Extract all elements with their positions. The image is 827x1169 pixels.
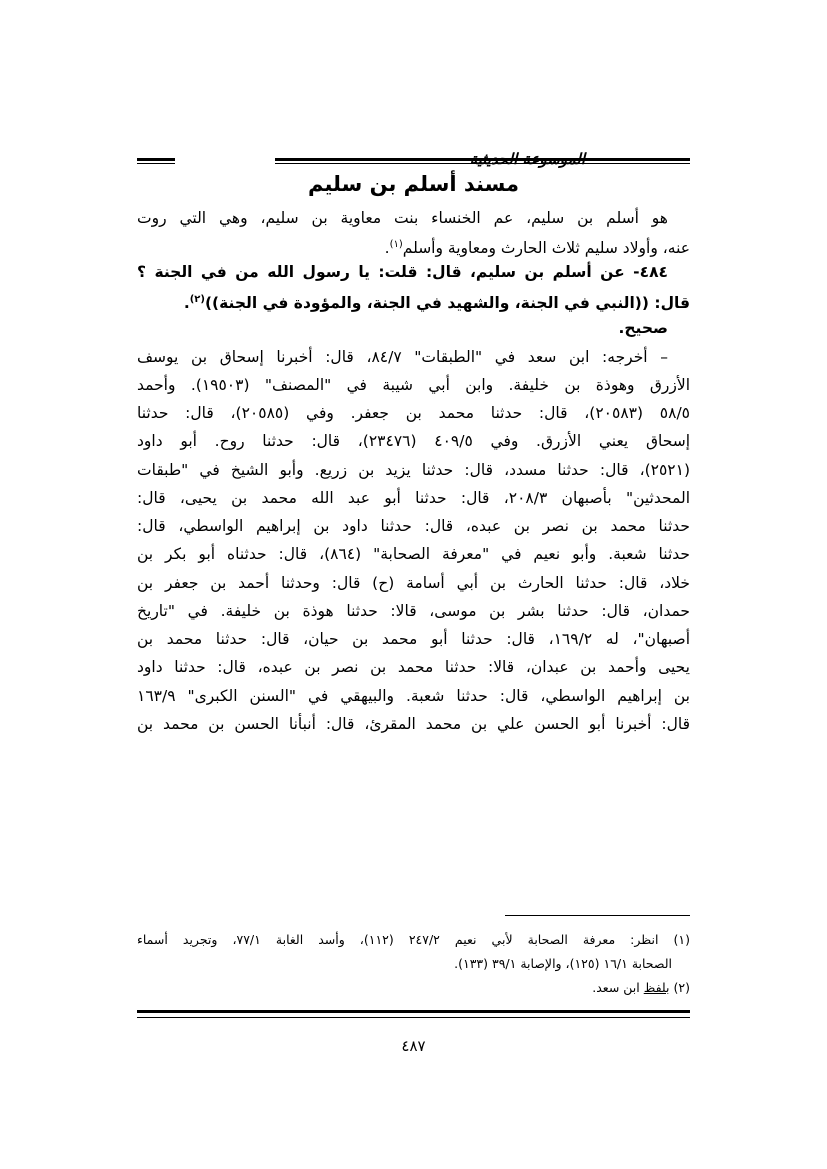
section-title: مسند أسلم بن سليم	[308, 172, 519, 196]
footer-rule-thin	[137, 1017, 690, 1018]
intro-line	[137, 235, 690, 258]
takhrij-line: خلاد، قال: حدثنا الحارث بن أبي أسامة (ح) قال: وحدثنا أحمد بن جعفر بن	[137, 574, 690, 592]
hadith-text: قال: ((النبي في الجنة، والشهيد في الجنة، والمؤودة في الجنة))	[204, 294, 690, 313]
takhrij-line: يحيى وأحمد بن عبدان، قالا: حدثنا محمد بن نصر بن عبده، قال: حدثنا داود	[137, 658, 690, 676]
intro-text: عنه، وأولاد سليم ثلاث الحارث ومعاوية وأسلم	[402, 239, 690, 258]
intro-line: هو أسلم بن سليم، عم الخنساء بنت معاوية بن سليم، وهي التي روت	[137, 209, 668, 227]
footnote-marker: (٢)	[669, 980, 690, 995]
hadith-line: ٤٨٤- عن أسلم بن سليم، قال: قلت: يا رسول الله من في الجنة ؟	[137, 263, 668, 281]
footnote-underlined: بلفظ	[643, 980, 670, 995]
takhrij-line: (٢٥٢١)، قال: حدثنا مسدد، قال: حدثنا يزيد بن زريع. وأبو الشيخ في "طبقات	[137, 461, 690, 479]
takhrij-line: حمدان، قال: حدثنا بشر بن موسى، قالا: حدثنا هوذة بن خليفة. في "تاريخ	[137, 602, 690, 620]
footnote-1-continued: الصحابة ١٦/١ (١٢٥)، والإصابة ٣٩/١ (١٣٣).	[454, 956, 672, 971]
footnote-text: ابن سعد.	[592, 980, 644, 995]
hadith-end: .	[183, 294, 190, 313]
running-header	[137, 150, 690, 172]
page-number: ٤٨٧	[401, 1037, 426, 1055]
intro-end: .	[384, 239, 390, 258]
hadith-line	[137, 290, 690, 313]
hadith-grade: صحيح.	[618, 319, 668, 337]
takhrij-line: الأزرق وهوذة بن خليفة. وابن أبي شيبة في "المصنف" (١٩٥٠٣). وأحمد	[137, 376, 691, 394]
footnote-ref[interactable]: (٢)	[189, 294, 205, 305]
takhrij-line: حدثنا شعبة. وأبو نعيم في "معرفة الصحابة" (٨٦٤)، قال: حدثناه أبو بكر بن	[137, 545, 690, 563]
footnote-ref[interactable]: (١)	[389, 239, 403, 250]
footnote-1: (١) انظر: معرفة الصحابة لأبي نعيم ٢٤٧/٢ (١١٢)، وأسد الغابة ٧٧/١، وتجريد أسماء	[137, 932, 691, 947]
takhrij-line: المحدثين" بأصبهان ٢٠٨/٣، قال: حدثنا أبو عبد الله محمد بن يحيى، قال:	[137, 489, 691, 507]
takhrij-line: قال: أخبرنا أبو الحسن علي بن محمد المقرئ، قال: أنبأنا الحسن بن محمد بن	[137, 715, 690, 733]
takhrij-line: إسحاق يعني الأزرق. وفي ٤٠٩/٥ (٢٣٤٧٦)، قال: حدثنا روح. أبو داود	[137, 432, 691, 450]
takhrij-line: أصبهان"، له ١٦٩/٢، قال: حدثنا أبو محمد بن حيان، قال: حدثنا محمد بن	[137, 630, 690, 648]
takhrij-line: حدثنا محمد بن نصر بن عبده، قال: حدثنا داود بن إبراهيم الواسطي، قال:	[137, 517, 690, 535]
running-title: الموسوعة الحديثية	[469, 150, 585, 168]
takhrij-line: ٥٨/٥ (٢٠٥٨٣)، قال: حدثنا محمد بن جعفر. وفي (٢٠٥٨٥)، قال: حدثنا	[137, 404, 690, 422]
takhrij-line: – أخرجه: ابن سعد في "الطبقات" ٨٤/٧، قال: أخبرنا إسحاق بن يوسف	[137, 348, 668, 366]
footnote-2	[137, 979, 690, 997]
footnote-separator	[505, 915, 690, 916]
takhrij-line: بن إبراهيم الواسطي، قال: حدثنا شعبة. والبيهقي في "السنن الكبرى" ١٦٣/٩	[137, 687, 690, 705]
